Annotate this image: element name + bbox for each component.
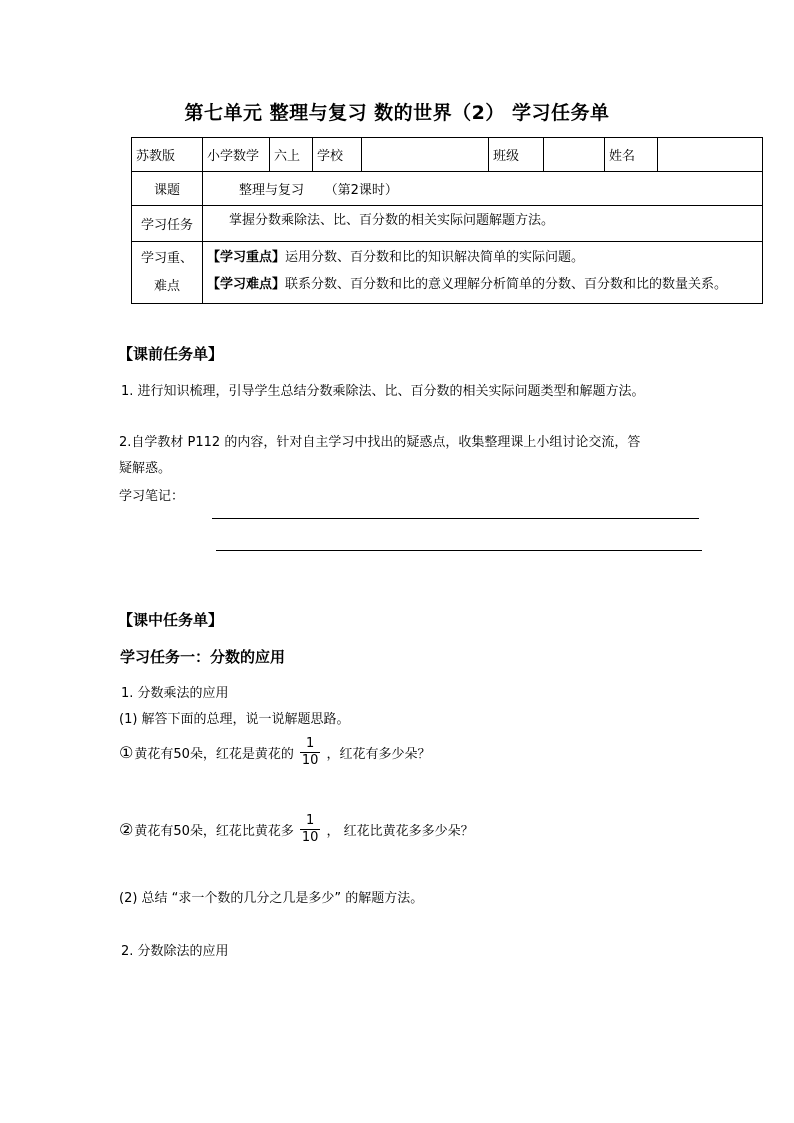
- key-point-text: 运用分数、百分数和比的知识解决简单的实际问题。: [285, 250, 585, 265]
- fraction-numerator: 1: [306, 813, 315, 828]
- hard-point-text: 联系分数、百分数和比的意义理解分析简单的分数、百分数和比的数量关系。: [285, 277, 728, 292]
- question-1: [119, 736, 430, 769]
- question-2-text-after: ， 红花比黄花多多少朵？: [326, 824, 474, 839]
- hard-point-tag: 【学习难点】: [207, 277, 286, 292]
- question-1-text-after: ，红花有多少朵？: [326, 747, 431, 762]
- topic-value: 整理与复习 （第2课时）: [203, 172, 763, 206]
- grade-cell: 六上: [270, 138, 313, 172]
- key-point: [207, 244, 758, 271]
- question-2: [119, 813, 474, 846]
- fraction-one-tenth: [300, 736, 321, 769]
- school-label: 学校: [313, 138, 362, 172]
- sub-item-1-1: (1) 解答下面的总理，说一说解题思路。: [119, 712, 350, 727]
- school-field[interactable]: [362, 138, 489, 172]
- question-1-text-before: 黄花有50朵，红花是黄花的: [134, 747, 294, 762]
- fraction-numerator: 1: [306, 736, 315, 751]
- task-label: 学习任务: [132, 206, 203, 242]
- sub-item-1-2: (2) 总结 “求一个数的几分之几是多少” 的解题方法。: [119, 891, 424, 906]
- name-label: 姓名: [605, 138, 658, 172]
- question-2-text-before: 黄花有50朵，红花比黄花多: [134, 824, 294, 839]
- topic-label: 课题: [132, 172, 203, 206]
- fraction-one-tenth-2: [300, 813, 321, 846]
- class-label: 班级: [489, 138, 544, 172]
- focus-label-line1: 学习重、: [140, 250, 193, 266]
- question-2-mark: ②: [119, 820, 134, 839]
- in-class-heading: 【课中任务单】: [118, 611, 224, 629]
- key-point-tag: 【学习重点】: [207, 250, 286, 265]
- focus-label-line2: 难点: [153, 278, 180, 294]
- sub-heading-1: 1. 分数乘法的应用: [121, 686, 229, 701]
- notes-label: 学习笔记：: [119, 489, 185, 504]
- fraction-denominator: 10: [301, 753, 319, 768]
- pre-class-heading: 【课前任务单】: [118, 345, 224, 363]
- focus-label: [132, 242, 203, 304]
- class-field[interactable]: [544, 138, 605, 172]
- question-1-mark: ①: [119, 743, 134, 762]
- task1-heading: 学习任务一：分数的应用: [120, 648, 286, 666]
- name-field[interactable]: [658, 138, 763, 172]
- notes-line-1[interactable]: [212, 518, 699, 519]
- fraction-denominator: 10: [301, 830, 319, 845]
- notes-line-2[interactable]: [216, 550, 702, 551]
- page-title: 第七单元 整理与复习 数的世界（2） 学习任务单: [184, 102, 610, 124]
- pre-class-item-2-line2: 疑解惑。: [119, 461, 172, 476]
- task-value: 掌握分数乘除法、比、百分数的相关实际问题解题方法。: [203, 206, 763, 242]
- hard-point: [207, 271, 758, 298]
- pre-class-item-2-line1: 2.自学教材 P112 的内容，针对自主学习中找出的疑惑点，收集整理课上小组讨论交流，答: [119, 435, 641, 450]
- sub-heading-2: 2. 分数除法的应用: [121, 944, 229, 959]
- publisher-cell: 苏教版: [132, 138, 203, 172]
- info-table: [131, 137, 763, 304]
- pre-class-item-1: 1. 进行知识梳理，引导学生总结分数乘除法、比、百分数的相关实际问题类型和解题方法。: [121, 384, 645, 399]
- focus-content: [203, 242, 763, 304]
- subject-cell: 小学数学: [203, 138, 270, 172]
